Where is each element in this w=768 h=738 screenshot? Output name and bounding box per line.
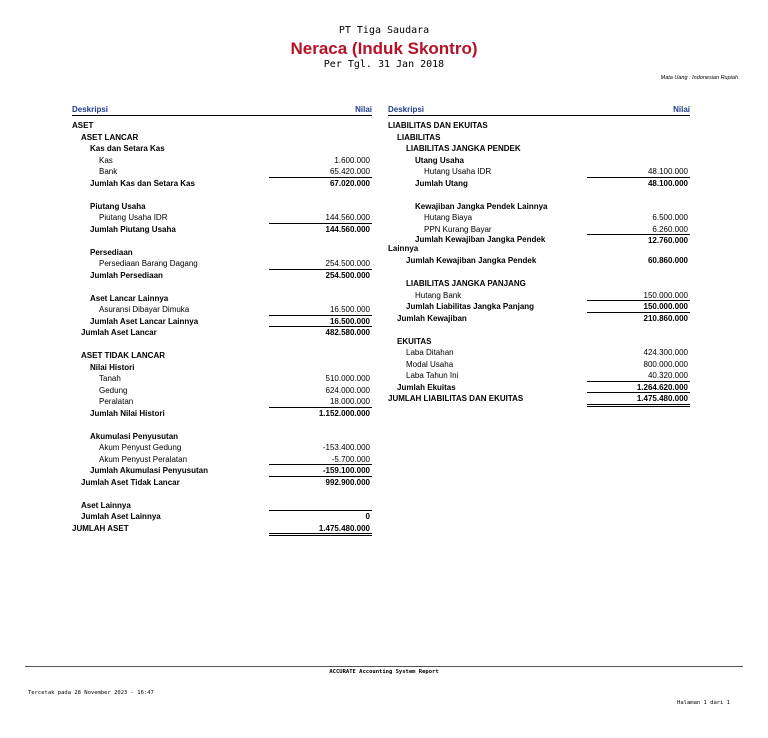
row-description: Kas [99,155,113,165]
footer-title: ACCURATE Accounting System Report [329,669,439,675]
row-description: Jumlah Akumulasi Penyusutan [90,466,208,475]
row-value: 800.000.000 [643,359,688,369]
spacer-row [72,189,372,201]
row-value: 150.000.000 [643,290,688,300]
report-row [72,316,372,328]
row-value: 6.260.000 [652,224,688,234]
currency-label: Mata Uang : Indonesian Rupiah [660,75,738,81]
row-value: 40.320.000 [647,371,688,380]
row-value: 254.500.000 [325,270,370,280]
row-description: Persediaan Barang Dagang [99,259,198,268]
row-description: Jumlah Kas dan Setara Kas [90,178,195,188]
row-description: Jumlah Kewajiban [397,313,467,323]
row-description: Nilai Histori [90,362,135,372]
report-row [72,224,372,236]
row-description: Kewajiban Jangka Pendek Lainnya [415,201,548,211]
row-description: LIABILITAS JANGKA PENDEK [406,144,521,153]
report-row [388,201,690,213]
assets-column [72,120,372,534]
row-value: 60.860.000 [647,256,688,265]
row-description: Gedung [99,385,128,395]
row-description: JUMLAH ASET [72,523,129,533]
row-value: 624.000.000 [325,385,370,395]
report-row [72,132,372,144]
value-header: Nilai [355,105,372,114]
report-row [72,212,372,224]
row-description: Jumlah Utang [415,178,468,188]
page-number: Halaman 1 dari 1 [677,700,730,706]
liabilities-equity-column [388,120,690,405]
row-description: Akum Penyust Gedung [99,443,182,452]
report-row [388,155,690,167]
row-value: 144.560.000 [325,213,370,222]
report-row [72,373,372,385]
report-row [72,454,372,466]
row-description: Piutang Usaha IDR [99,213,168,222]
row-description: Jumlah Ekuitas [397,382,456,392]
description-header: Deskripsi [72,105,109,114]
report-row [388,301,690,313]
report-row [388,255,690,267]
report-row [72,143,372,155]
report-row [72,293,372,305]
report-title: Neraca (Induk Skontro) [290,39,478,58]
row-description: ASET LANCAR [81,132,139,142]
row-description: Modal Usaha [406,359,454,369]
row-description: Asuransi Dibayar Dimuka [99,305,190,314]
report-row [388,178,690,190]
spacer-row [388,267,690,279]
row-value: -159.100.000 [322,466,370,475]
report-row [388,370,690,382]
row-value: 510.000.000 [325,374,370,383]
row-value: 0 [365,512,370,521]
report-row [72,120,372,132]
row-value: 16.500.000 [329,305,370,314]
description-header: Deskripsi [388,105,425,114]
row-value: 48.100.000 [647,167,688,176]
report-row [388,382,690,394]
printed-timestamp: Tercetak pada 28 November 2023 - 16:47 [28,690,154,696]
row-description: Jumlah Nilai Histori [90,408,165,418]
report-row [388,359,690,371]
row-value: 210.860.000 [643,313,688,323]
report-row [72,465,372,477]
report-row [388,120,690,132]
row-description: PPN Kurang Bayar [424,224,492,234]
report-row [72,327,372,339]
row-description: Jumlah Liabilitas Jangka Panjang [406,302,535,311]
report-row [72,408,372,420]
row-description: ASET TIDAK LANCAR [81,351,165,360]
row-value: 992.900.000 [325,477,370,487]
row-value: 482.580.000 [325,328,370,337]
report-row [72,247,372,259]
report-row [388,166,690,178]
report-row [388,290,690,302]
row-value: 48.100.000 [647,178,688,188]
report-row [388,235,690,255]
report-row [72,201,372,213]
report-row [72,178,372,190]
row-value: 65.420.000 [329,167,370,176]
row-description: LIABILITAS DAN EKUITAS [388,121,488,130]
row-value: 1.600.000 [334,155,370,165]
report-row [72,166,372,178]
row-value: 150.000.000 [643,302,688,311]
report-row [72,477,372,489]
report-row [388,212,690,224]
row-value: 1.264.620.000 [636,382,688,392]
row-value: 67.020.000 [329,178,370,188]
report-row [72,258,372,270]
row-value: 12.760.000 [647,236,688,245]
row-value: 254.500.000 [325,259,370,268]
row-description: Bank [99,167,118,176]
row-description: Jumlah Persediaan [90,270,163,280]
report-row [72,523,372,535]
value-header: Nilai [673,105,690,114]
row-description: ASET [72,121,94,130]
spacer-row [388,189,690,201]
right-column-header [388,102,690,116]
report-row [72,155,372,167]
row-description: Jumlah Aset Lancar Lainnya [90,316,199,326]
spacer-row [72,281,372,293]
row-description: Jumlah Aset Tidak Lancar [81,477,180,487]
row-description: JUMLAH LIABILITAS DAN EKUITAS [388,394,524,403]
report-row [72,500,372,512]
row-description: Laba Ditahan [406,348,454,357]
row-description: Akumulasi Penyusutan [90,431,179,441]
row-value: 6.500.000 [652,213,688,222]
report-row [72,350,372,362]
spacer-row [72,339,372,351]
report-row [388,143,690,155]
spacer-row [72,488,372,500]
row-value: 1.475.480.000 [318,523,370,533]
row-value: 1.475.480.000 [636,394,688,403]
report-row [388,347,690,359]
row-description: Aset Lainnya [81,500,131,510]
report-row [72,270,372,282]
row-value: 1.152.000.000 [318,408,370,418]
footer-divider [25,666,743,667]
row-description: LIABILITAS JANGKA PANJANG [406,279,526,288]
row-description: Persediaan [90,247,133,257]
spacer-row [388,324,690,336]
row-description: Jumlah Kewajiban Jangka Pendek Lainnya [388,235,546,253]
left-column-header [72,102,372,116]
row-description: Piutang Usaha [90,201,146,211]
row-description: Laba Tahun Ini [406,371,459,380]
report-row [72,396,372,408]
row-description: Hutang Usaha IDR [424,167,492,176]
row-description: EKUITAS [397,336,432,346]
row-value: 16.500.000 [329,316,370,326]
row-value: -5.700.000 [331,454,370,464]
row-description: Peralatan [99,397,134,406]
report-row [388,278,690,290]
report-row [72,442,372,454]
row-description: Utang Usaha [415,155,464,165]
row-description: Jumlah Aset Lancar [81,328,157,337]
row-description: Hutang Biaya [424,213,473,222]
row-description: Jumlah Aset Lainnya [81,512,161,521]
report-row [388,224,690,236]
company-name: PT Tiga Saudara [338,25,430,36]
row-description: Jumlah Kewajiban Jangka Pendek [406,256,537,265]
row-description: Hutang Bank [415,290,462,300]
row-description: LIABILITAS [397,132,441,142]
report-row [72,511,372,523]
report-row [72,431,372,443]
row-description: Kas dan Setara Kas [90,144,165,153]
row-description: Aset Lancar Lainnya [90,293,169,303]
report-date: Per Tgl. 31 Jan 2018 [323,59,445,70]
report-row [388,132,690,144]
report-row [72,385,372,397]
row-description: Jumlah Piutang Usaha [90,224,176,234]
report-row [72,304,372,316]
spacer-row [72,419,372,431]
row-value: 18.000.000 [329,397,370,406]
report-row [388,393,690,405]
row-description: Akum Penyust Peralatan [99,454,188,464]
report-row [388,336,690,348]
row-value: 144.560.000 [325,224,370,234]
report-row [72,362,372,374]
row-value: -153.400.000 [322,443,370,452]
row-description: Tanah [99,374,121,383]
spacer-row [72,235,372,247]
report-row [388,313,690,325]
row-value: 424.300.000 [643,348,688,357]
